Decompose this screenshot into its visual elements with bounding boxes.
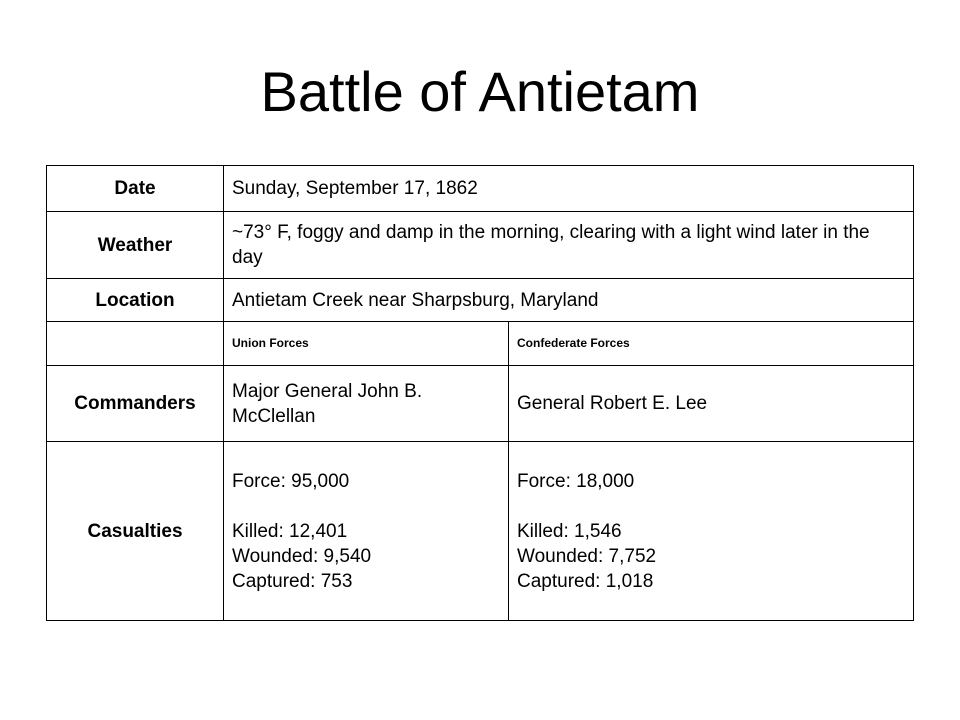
weather-value: ~73° F, foggy and damp in the morning, clearing with a light wind later in the day [224,212,914,279]
weather-label: Weather [47,212,224,279]
table-row-location [47,279,914,322]
location-value: Antietam Creek near Sharpsburg, Maryland [224,279,914,322]
slide-title: Battle of Antietam [260,60,700,123]
union-forces-header: Union Forces [224,322,509,366]
confederate-forces-header: Confederate Forces [509,322,914,366]
union-commander: Major General John B. McClellan [224,366,509,442]
confederate-commander: General Robert E. Lee [509,366,914,442]
spacer [517,494,905,519]
union-force: Force: 95,000 [232,470,350,492]
date-value: Sunday, September 17, 1862 [224,166,914,212]
empty-header-cell [47,322,224,366]
location-label: Location [47,279,224,322]
table-row-casualties [47,442,914,621]
confederate-captured: Captured: 1,018 [517,570,654,592]
table-row-commanders [47,366,914,442]
confederate-force: Force: 18,000 [517,470,635,492]
commanders-label: Commanders [47,366,224,442]
table-row-forces-header [47,322,914,366]
battle-info-table [46,165,914,621]
union-killed: Killed: 12,401 [232,520,348,542]
union-captured: Captured: 753 [232,570,353,592]
table-row-date [47,166,914,212]
union-casualties [224,442,509,621]
table-row-weather [47,212,914,279]
confederate-casualties [509,442,914,621]
casualties-label: Casualties [47,442,224,621]
date-label: Date [47,166,224,212]
confederate-wounded: Wounded: 7,752 [517,545,657,567]
union-wounded: Wounded: 9,540 [232,545,372,567]
confederate-killed: Killed: 1,546 [517,520,622,542]
spacer [232,494,500,519]
